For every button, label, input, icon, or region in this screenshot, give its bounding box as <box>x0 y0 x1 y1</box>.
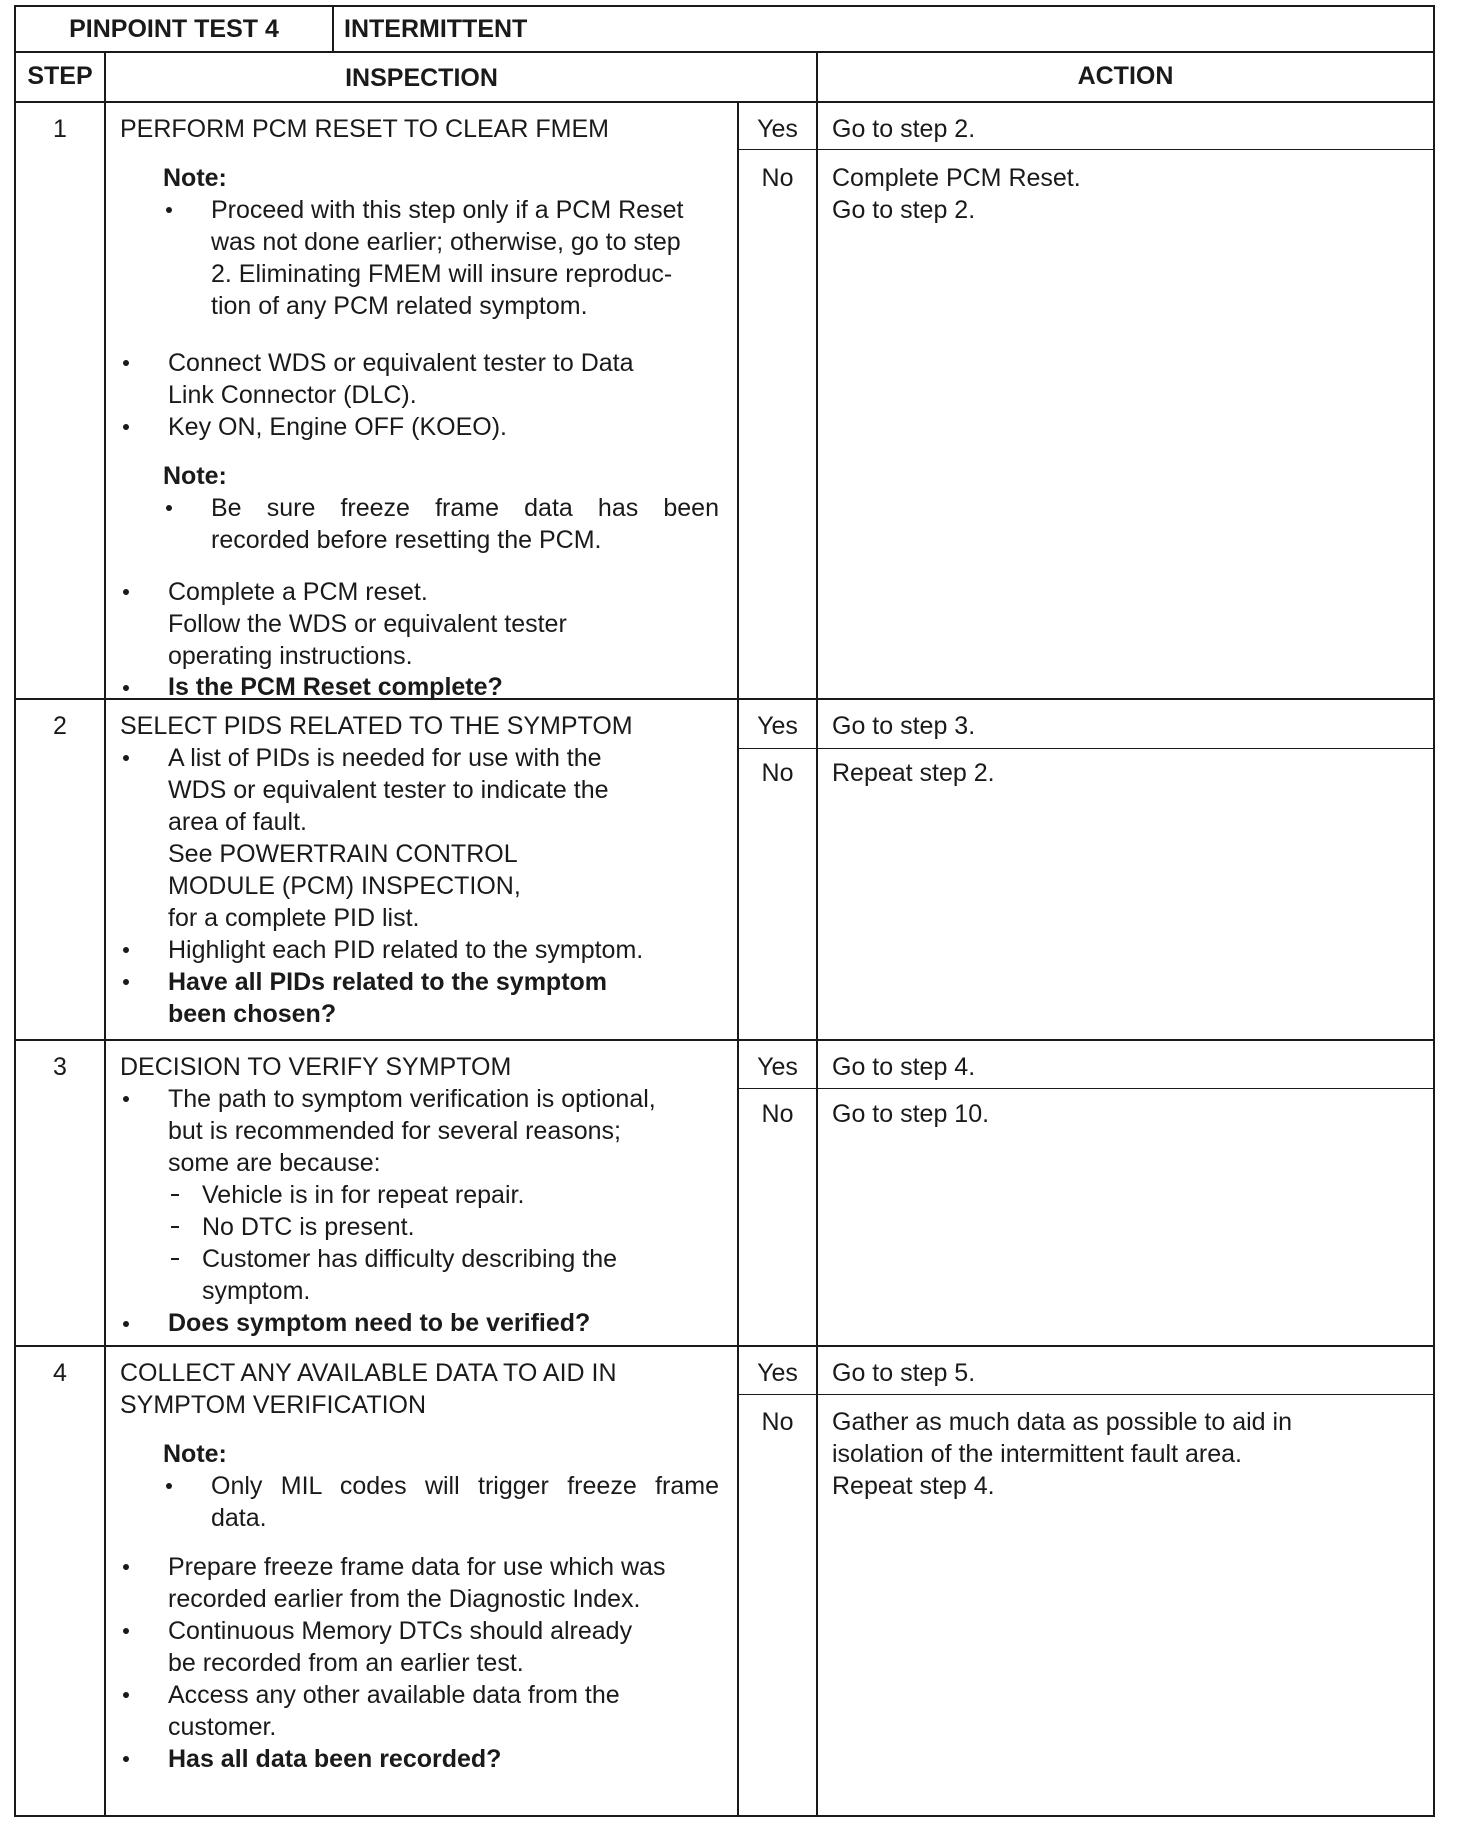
step-heading: PERFORM PCM RESET TO CLEAR FMEM <box>120 115 609 143</box>
list-item: area of fault. <box>168 808 307 836</box>
table-border-top <box>14 5 1435 7</box>
yes-label: Yes <box>757 115 798 143</box>
note-line: Only MIL codes will trigger freeze frame <box>211 1472 719 1500</box>
yes-no-separator-1 <box>737 149 1435 150</box>
no-action: Go to step 10. <box>832 1100 990 1128</box>
list-item: but is recommended for several reasons; <box>168 1117 621 1145</box>
step-column-line <box>104 51 106 1817</box>
dash-icon <box>171 1258 179 1260</box>
yes-label: Yes <box>757 1053 798 1081</box>
yes-label: Yes <box>757 1359 798 1387</box>
no-action: Go to step 2. <box>832 196 976 224</box>
step-question: Is the PCM Reset complete? <box>168 673 503 701</box>
title-divider <box>332 5 334 51</box>
list-item: Prepare freeze frame data for use which was <box>168 1553 666 1581</box>
note-label: Note: <box>163 1440 227 1468</box>
note-label: Note: <box>163 164 227 192</box>
note-label: Note: <box>163 462 227 490</box>
row-separator-2 <box>14 1039 1435 1041</box>
no-label: No <box>761 759 794 787</box>
yes-no-separator-2 <box>737 748 1435 749</box>
step-heading: DECISION TO VERIFY SYMPTOM <box>120 1053 512 1081</box>
step-number: 1 <box>53 115 67 143</box>
yes-no-separator-4 <box>737 1394 1435 1395</box>
dash-item: No DTC is present. <box>202 1213 415 1241</box>
dash-item: Customer has difficulty describing the <box>202 1245 618 1273</box>
bullet-icon <box>123 685 129 691</box>
list-item: Key ON, Engine OFF (KOEO). <box>168 413 507 441</box>
note-line: Be sure freeze frame data has been <box>211 494 719 522</box>
step-question: Have all PIDs related to the symptom <box>168 968 608 996</box>
list-item: for a complete PID list. <box>168 904 420 932</box>
note-line: Proceed with this step only if a PCM Reset <box>211 196 684 224</box>
yes-action: Go to step 4. <box>832 1053 976 1081</box>
note-line: 2. Eliminating FMEM will insure reproduc- <box>211 260 673 288</box>
list-item: See POWERTRAIN CONTROL <box>168 840 518 868</box>
list-item: be recorded from an earlier test. <box>168 1649 524 1677</box>
yes-action: Go to step 2. <box>832 115 976 143</box>
bullet-icon <box>123 424 129 430</box>
answer-column-line <box>737 101 739 1817</box>
list-item: Complete a PCM reset. <box>168 578 428 606</box>
list-item: WDS or equivalent tester to indicate the <box>168 776 609 804</box>
bullet-icon <box>166 505 172 511</box>
bullet-icon <box>123 1756 129 1762</box>
title-row-line <box>14 51 1435 53</box>
bullet-icon <box>123 947 129 953</box>
column-header-inspection: INSPECTION <box>345 64 498 92</box>
step-question: Has all data been recorded? <box>168 1745 502 1773</box>
list-item: Access any other available data from the <box>168 1681 620 1709</box>
column-header-step: STEP <box>27 62 93 90</box>
step-number: 2 <box>53 712 67 740</box>
list-item: Follow the WDS or equivalent tester <box>168 610 567 638</box>
step-heading: SELECT PIDS RELATED TO THE SYMPTOM <box>120 712 633 740</box>
bullet-icon <box>123 1096 129 1102</box>
no-action: Complete PCM Reset. <box>832 164 1081 192</box>
note-line: data. <box>211 1504 267 1532</box>
list-item: customer. <box>168 1713 277 1741</box>
no-label: No <box>761 1100 794 1128</box>
note-line: was not done earlier; otherwise, go to step <box>211 228 681 256</box>
row-separator-3 <box>14 1345 1435 1347</box>
yes-no-separator-3 <box>737 1088 1435 1089</box>
step-heading: COLLECT ANY AVAILABLE DATA TO AID IN <box>120 1359 617 1387</box>
action-column-line <box>816 51 818 1817</box>
list-item: A list of PIDs is needed for use with the <box>168 744 602 772</box>
bullet-icon <box>166 1483 172 1489</box>
no-label: No <box>761 1408 794 1436</box>
list-item: Connect WDS or equivalent tester to Data <box>168 349 634 377</box>
list-item: recorded earlier from the Diagnostic Index. <box>168 1585 641 1613</box>
step-question: been chosen? <box>168 1000 337 1028</box>
dash-icon <box>171 1226 179 1228</box>
list-item: Continuous Memory DTCs should already <box>168 1617 633 1645</box>
bullet-icon <box>123 1564 129 1570</box>
yes-action: Go to step 5. <box>832 1359 976 1387</box>
column-header-action: ACTION <box>1077 62 1174 90</box>
no-label: No <box>761 164 794 192</box>
dash-icon <box>171 1194 179 1196</box>
yes-action: Go to step 3. <box>832 712 976 740</box>
dash-item: symptom. <box>202 1277 311 1305</box>
header-row-line <box>14 101 1435 103</box>
test-title: PINPOINT TEST 4 <box>69 15 279 43</box>
step-number: 3 <box>53 1053 67 1081</box>
bullet-icon <box>123 1628 129 1634</box>
bullet-icon <box>123 1321 129 1327</box>
dash-item: Vehicle is in for repeat repair. <box>202 1181 525 1209</box>
no-action: isolation of the intermittent fault area. <box>832 1440 1242 1468</box>
list-item: some are because: <box>168 1149 381 1177</box>
note-line: recorded before resetting the PCM. <box>211 526 602 554</box>
bullet-icon <box>123 589 129 595</box>
step-number: 4 <box>53 1359 67 1387</box>
test-subtitle: INTERMITTENT <box>344 15 528 43</box>
no-action: Repeat step 2. <box>832 759 995 787</box>
bullet-icon <box>123 755 129 761</box>
yes-label: Yes <box>757 712 798 740</box>
no-action: Repeat step 4. <box>832 1472 995 1500</box>
list-item: Highlight each PID related to the symptom. <box>168 936 644 964</box>
list-item: operating instructions. <box>168 642 413 670</box>
no-action: Gather as much data as possible to aid in <box>832 1408 1292 1436</box>
list-item: MODULE (PCM) INSPECTION, <box>168 872 521 900</box>
pinpoint-test-table <box>14 5 1435 1817</box>
step-question: Does symptom need to be verified? <box>168 1309 591 1337</box>
bullet-icon <box>123 979 129 985</box>
table-border-left <box>14 5 16 1817</box>
table-border-bottom <box>14 1815 1435 1817</box>
note-line: tion of any PCM related symptom. <box>211 292 588 320</box>
table-border-right <box>1433 5 1435 1817</box>
step-heading: SYMPTOM VERIFICATION <box>120 1391 427 1419</box>
bullet-icon <box>123 1692 129 1698</box>
list-item: Link Connector (DLC). <box>168 381 417 409</box>
bullet-icon <box>123 360 129 366</box>
list-item: The path to symptom verification is optional, <box>168 1085 656 1113</box>
bullet-icon <box>166 207 172 213</box>
